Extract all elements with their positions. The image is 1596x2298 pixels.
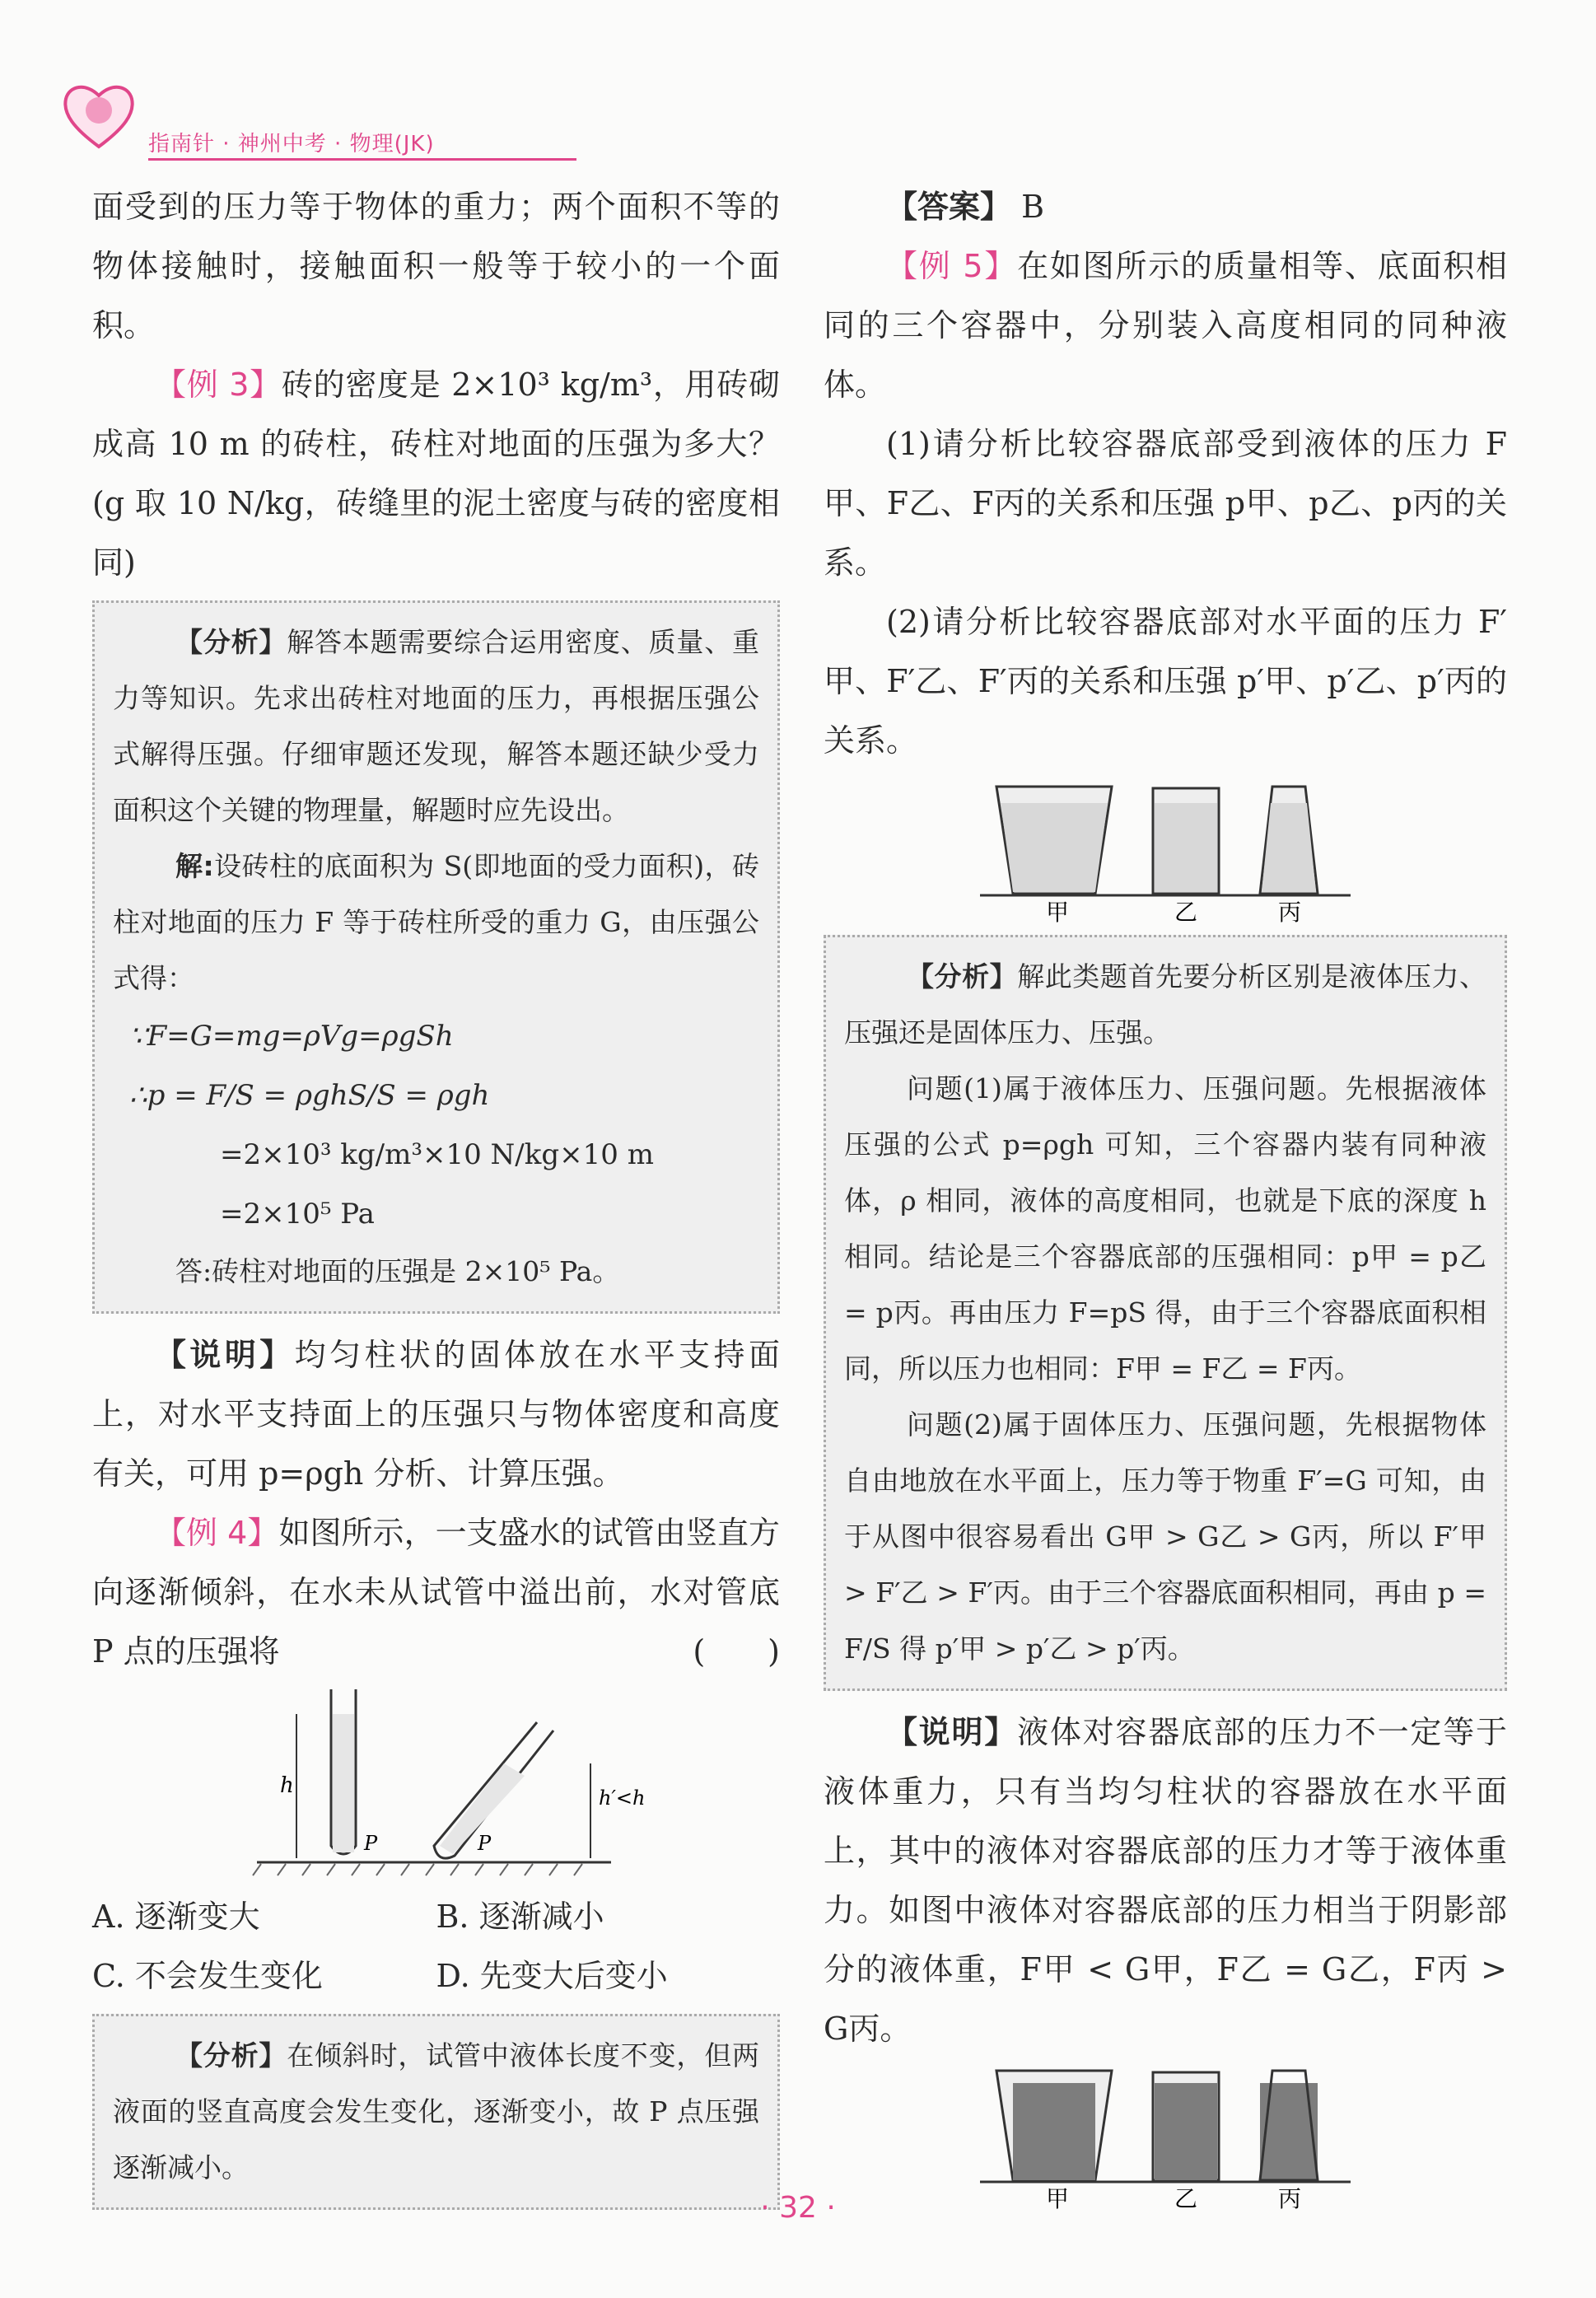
example-5 <box>824 236 1507 414</box>
analysis-5-label: 【分析】 <box>907 960 1018 993</box>
left-column <box>92 177 780 2221</box>
question-1: (1)请分析比较容器底部受到液体的压力 F甲、F乙、F丙的关系和压强 p甲、p乙、p丙的关系。 <box>824 426 1507 581</box>
point-p-label-2: P <box>478 1832 492 1855</box>
option-c[interactable]: C. 不会发生变化 <box>92 1958 323 1994</box>
intro-paragraph: 面受到的压力等于物体的重力；两个面积不等的物体接触时，接触面积一般等于较小的一个面积。 <box>92 189 780 343</box>
answer-line <box>824 177 1507 236</box>
analysis-3-label: 【分析】 <box>175 626 287 658</box>
example-3 <box>92 355 780 592</box>
formula-line-1: ∵F=G=mg=ρVg=ρgSh <box>129 1020 454 1053</box>
analysis-box-5 <box>824 935 1507 1691</box>
height-label-h: h <box>280 1773 294 1798</box>
note-right-text: 液体对容器底部的压力不一定等于液体重力，只有当均匀柱状的容器放在水平面上，其中的液体对容器底部的压力才等于液体重力。如图中液体对容器底部的压力相当于阴影部分的液体重，F甲 < G甲，F乙 = G乙，F丙 > G丙。 <box>824 1714 1507 2047</box>
heart-logo-icon <box>58 74 140 156</box>
analysis-4 <box>113 2028 759 2196</box>
shaded-containers-figure <box>824 2058 1507 2211</box>
analysis-3-text: 解答本题需要综合运用密度、质量、重力等知识。先求出砖柱对地面的压力，再根据压强公式解得压强。仔细审题还发现，解答本题还缺少受力面积这个关键的物理量，解题时应先设出。 <box>113 626 760 826</box>
container-label-bing: 丙 <box>1278 899 1302 926</box>
analysis-box-3 <box>92 600 780 1314</box>
question-2: (2)请分析比较容器底部对水平面的压力 F′甲、F′乙、F′丙的关系和压强 p′甲、p′乙、p′丙的关系。 <box>824 604 1507 759</box>
right-column <box>824 177 1507 2211</box>
header-title: 指南针 · 神州中考 · 物理(JK) <box>148 132 435 156</box>
example-4 <box>92 1503 780 1681</box>
analysis-box-4 <box>92 2014 780 2210</box>
example-3-text: 砖的密度是 2×10³ kg/m³，用砖砌成高 10 m 的砖柱，砖柱对地面的压强为多大？(g 取 10 N/kg，砖缝里的泥土密度与砖的密度相同) <box>92 367 780 581</box>
shaded-label-yi: 乙 <box>1174 2185 1198 2211</box>
example-4-label: 【例 4】 <box>155 1515 279 1551</box>
page-number: · 32 · <box>760 2191 836 2225</box>
test-tube-figure <box>92 1681 780 1887</box>
shaded-label-bing: 丙 <box>1278 2185 1302 2211</box>
formula-line-2: ∴p = F/S = ρghS/S = ρgh <box>129 1079 490 1112</box>
solution-text: 设砖柱的底面积为 S(即地面的受力面积)，砖柱对地面的压力 F 等于砖柱所受的重力 G，由压强公式得： <box>113 850 759 994</box>
analysis-4-text: 在倾斜时，试管中液体长度不变，但两液面的竖直高度会发生变化，逐渐变小，故 P 点压强逐渐减小。 <box>113 2039 760 2184</box>
answer-blank: ( ) <box>693 1633 780 1670</box>
example-5-label: 【例 5】 <box>886 248 1018 284</box>
analysis-4-label: 【分析】 <box>175 2039 287 2071</box>
answer-3: 答:砖柱对地面的压强是 2×10⁵ Pa。 <box>175 1255 620 1287</box>
formula-line-3: =2×10³ kg/m³×10 N/kg×10 m <box>220 1138 654 1171</box>
container-label-jia: 甲 <box>1046 899 1070 926</box>
analysis-3 <box>113 614 759 838</box>
shaded-label-jia: 甲 <box>1046 2185 1070 2211</box>
note-right <box>824 1702 1507 2058</box>
containers-figure <box>824 770 1507 927</box>
analysis-5-text: 解此类题首先要分析区别是液体压力、压强还是固体压力、压强。 <box>844 960 1487 1049</box>
solution <box>113 838 759 1007</box>
container-label-yi: 乙 <box>1174 899 1198 926</box>
answer-label: 【答案】 <box>886 189 1012 225</box>
option-b[interactable]: B. 逐渐减小 <box>436 1899 604 1935</box>
example-4-text: 如图所示，一支盛水的试管由竖直方向逐渐倾斜，在水未从试管中溢出前，水对管底 P 点的压强将 <box>92 1515 780 1670</box>
note-left-label: 【说明】 <box>155 1337 295 1373</box>
header-divider <box>148 158 576 161</box>
example-5-text: 在如图所示的质量相等、底面积相同的三个容器中，分别装入高度相同的同种液体。 <box>824 248 1507 403</box>
analysis-5-part-2: 问题(2)属于固体压力、压强问题，先根据物体自由地放在水平面上，压力等于物重 F′=G 可知，由于从图中很容易看出 G甲 > G乙 > G丙，所以 F′甲 > F′乙 > F′丙。由于三个容器底面积相同，再由 p = F/S 得 p′甲 > p′乙 > p′丙。 <box>844 1408 1486 1665</box>
option-d[interactable]: D. 先变大后变小 <box>436 1958 668 1994</box>
analysis-5-part-1: 问题(1)属于液体压力、压强问题。先根据液体压强的公式 p=ρgh 可知，三个容器内装有同种液体，ρ 相同，液体的高度相同，也就是下底的深度 h 相同。结论是三个容器底部的压强相同：p甲 = p乙 = p丙。再由压力 F=pS 得，由于三个容器底面积相同，所以压力也相同：F甲 = F乙 = F丙。 <box>844 1072 1486 1385</box>
option-a[interactable]: A. 逐渐变大 <box>92 1899 260 1935</box>
example-3-label: 【例 3】 <box>155 367 282 403</box>
analysis-5-intro <box>844 949 1486 1061</box>
note-right-label: 【说明】 <box>886 1714 1018 1750</box>
options <box>92 1887 780 2006</box>
note-left-text: 均匀柱状的固体放在水平支持面上，对水平支持面上的压强只与物体密度和高度有关，可用 p=ρgh 分析、计算压强。 <box>92 1337 780 1492</box>
answer-value: B <box>1021 189 1045 225</box>
height-label-h-prime: h′<h <box>599 1787 646 1810</box>
page-header <box>58 74 1540 165</box>
formula-line-4: =2×10⁵ Pa <box>220 1198 375 1231</box>
solution-label: 解: <box>175 850 214 882</box>
point-p-label-1: P <box>364 1832 378 1855</box>
note-left <box>92 1325 780 1503</box>
